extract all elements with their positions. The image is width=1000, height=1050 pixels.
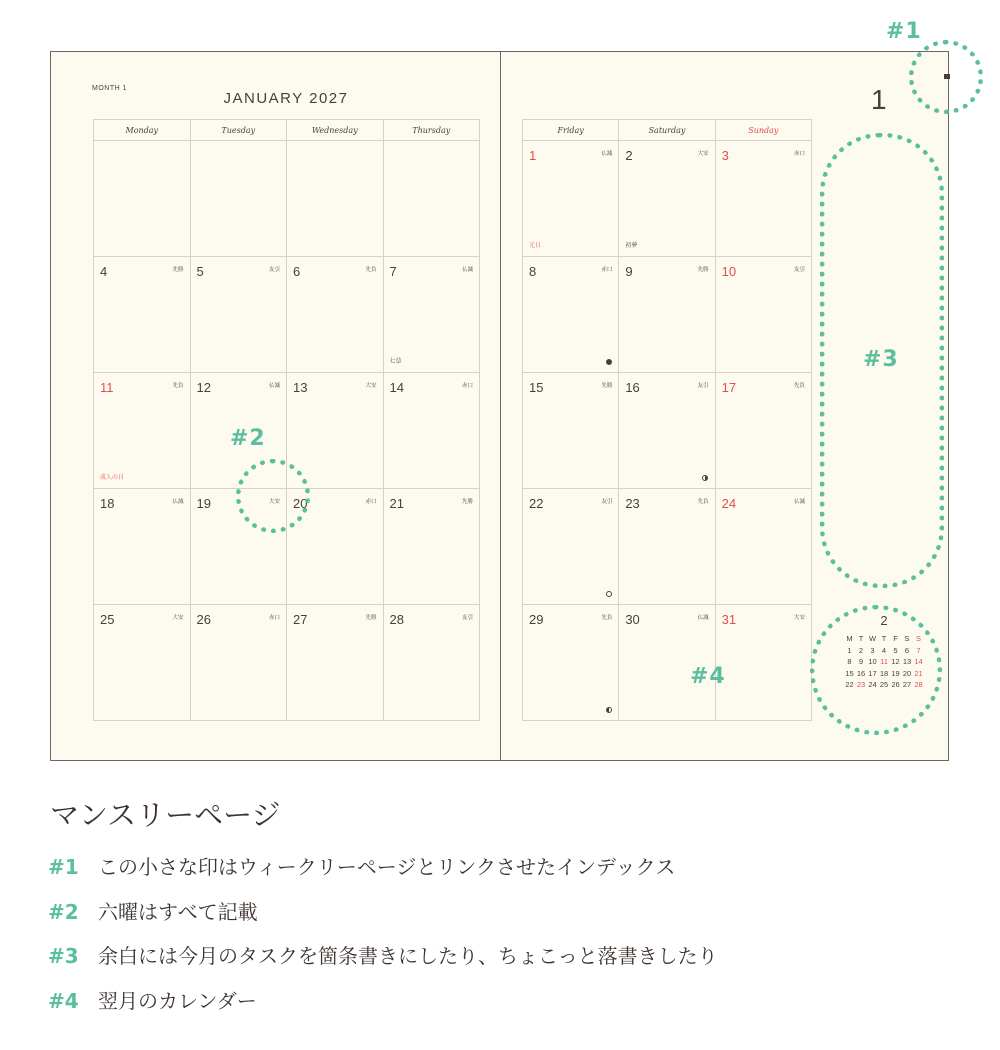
rokuyo-label: 先負 <box>601 615 613 621</box>
mini-day: 13 <box>902 657 912 666</box>
rokuyo-label: 先勝 <box>461 499 473 505</box>
legend-text: この小さな印はウィークリーページとリンクさせたインデックス <box>98 855 676 879</box>
day-cell[interactable] <box>94 141 191 257</box>
rokuyo-label: 大安 <box>793 615 805 621</box>
day-cell[interactable] <box>523 605 619 721</box>
mini-day: 15 <box>845 668 854 678</box>
holiday-label: 元日 <box>529 242 542 249</box>
callout-label-3: #3 <box>863 347 899 372</box>
day-cell[interactable] <box>384 257 481 373</box>
legend-text: 六曜はすべて記載 <box>98 900 258 924</box>
month-title: JANUARY 2027 <box>223 90 349 107</box>
day-number: 5 <box>196 264 204 279</box>
day-number: 2 <box>625 148 633 163</box>
legend-text: 余白には今月のタスクを箇条書きにしたり、ちょこっと落書きしたり <box>98 944 718 968</box>
legend-text: 翌月のカレンダー <box>98 989 257 1013</box>
month-label: MONTH 1 <box>92 85 127 92</box>
mini-day: 25 <box>879 680 889 689</box>
callout-label-1: #1 <box>886 19 922 44</box>
mini-day: 20 <box>902 668 912 678</box>
weekday-header-row <box>94 120 480 141</box>
day-cell[interactable] <box>191 605 288 721</box>
rokuyo-label: 先負 <box>697 499 709 505</box>
week-row <box>94 257 480 373</box>
day-number: 25 <box>100 612 115 627</box>
mini-day: 6 <box>904 645 910 655</box>
day-cell[interactable] <box>191 141 288 257</box>
day-number: 21 <box>389 496 404 511</box>
legend-tag: #3 <box>48 944 79 968</box>
legend-tag: #1 <box>48 855 79 879</box>
rokuyo-label: 先負 <box>172 383 184 389</box>
rokuyo-label: 仏滅 <box>793 499 805 505</box>
day-cell[interactable] <box>716 257 812 373</box>
weekday-header-row <box>523 120 812 141</box>
mini-day: 26 <box>891 680 900 689</box>
mini-day: 12 <box>891 657 900 666</box>
mini-day: 19 <box>891 668 900 678</box>
day-number: 28 <box>389 612 404 627</box>
rokuyo-label: 先勝 <box>697 267 709 273</box>
rokuyo-label: 赤口 <box>268 615 280 621</box>
mini-weekday: S <box>915 634 921 643</box>
day-cell[interactable] <box>384 605 481 721</box>
callout-ring-2 <box>236 459 310 533</box>
day-cell[interactable] <box>523 489 619 605</box>
week-row <box>94 141 480 257</box>
day-cell[interactable] <box>287 605 384 721</box>
mini-weekday: S <box>904 634 910 643</box>
mini-day: 21 <box>914 668 923 678</box>
legend-item-3 <box>48 940 718 969</box>
day-cell[interactable] <box>619 605 715 721</box>
day-number: 4 <box>100 264 108 279</box>
rokuyo-label: 先負 <box>365 267 377 273</box>
week-row <box>523 373 812 489</box>
moon-phase-icon <box>606 359 612 365</box>
day-number: 12 <box>196 380 211 395</box>
day-number: 22 <box>529 496 544 511</box>
rokuyo-label: 仏滅 <box>461 267 473 273</box>
mini-day: 4 <box>881 645 887 655</box>
mini-day: 16 <box>856 668 866 678</box>
calendar-grid-left <box>93 119 480 721</box>
mini-day: 10 <box>868 657 877 666</box>
rokuyo-label: 大安 <box>365 383 377 389</box>
week-row <box>94 605 480 721</box>
day-number: 10 <box>721 264 737 279</box>
rokuyo-label: 先勝 <box>172 267 184 273</box>
rokuyo-label: 先負 <box>793 383 805 389</box>
day-number: 6 <box>293 264 301 279</box>
week-row <box>523 257 812 373</box>
mini-weekday: W <box>868 634 877 643</box>
rokuyo-label: 友引 <box>268 267 280 273</box>
legend-item-2 <box>48 896 258 925</box>
day-cell[interactable] <box>716 489 812 605</box>
day-cell[interactable] <box>716 373 812 489</box>
legend-item-1 <box>48 851 675 880</box>
week-row <box>523 489 812 605</box>
rokuyo-label: 仏滅 <box>172 499 184 505</box>
day-number: 13 <box>293 380 308 395</box>
mini-day: 2 <box>858 645 864 655</box>
mini-day: 1 <box>847 645 852 655</box>
day-cell[interactable] <box>619 141 715 257</box>
weekday-header: Friday <box>523 120 619 141</box>
mini-day: 3 <box>870 645 875 655</box>
mini-day: 9 <box>858 657 864 666</box>
mini-day: 5 <box>893 645 898 655</box>
day-number: 26 <box>196 612 211 627</box>
holiday-label: 成人の日 <box>100 474 125 481</box>
day-cell[interactable] <box>523 373 619 489</box>
day-number: 16 <box>625 380 640 395</box>
day-number: 1 <box>529 148 537 163</box>
day-cell[interactable] <box>619 373 715 489</box>
weekday-header: Sunday <box>716 120 812 141</box>
holiday-label: 初夢 <box>625 242 638 249</box>
rokuyo-label: 仏滅 <box>697 615 709 621</box>
day-number: 27 <box>293 612 308 627</box>
mini-day: 18 <box>879 668 889 678</box>
rokuyo-label: 友引 <box>601 499 613 505</box>
mini-calendar-title: 2 <box>880 613 888 628</box>
day-cell[interactable] <box>384 141 481 257</box>
day-cell[interactable] <box>94 373 191 489</box>
week-row <box>523 605 812 721</box>
day-cell[interactable] <box>716 605 812 721</box>
mini-day: 23 <box>856 680 866 689</box>
day-number: 24 <box>721 496 737 511</box>
callout-label-2: #2 <box>230 426 266 451</box>
mini-day: 22 <box>845 680 854 689</box>
rokuyo-label: 友引 <box>793 267 805 273</box>
day-number: 15 <box>529 380 544 395</box>
callout-ring-1 <box>909 40 983 114</box>
day-cell[interactable] <box>287 141 384 257</box>
callout-ring-4 <box>810 605 942 735</box>
legend-tag: #4 <box>48 989 79 1013</box>
day-number: 23 <box>625 496 640 511</box>
legend-tag: #2 <box>48 900 79 924</box>
day-cell[interactable] <box>94 605 191 721</box>
day-number: 19 <box>196 496 211 511</box>
mini-day: 11 <box>880 657 888 666</box>
month-number: 1 <box>871 84 887 115</box>
mini-weekday: M <box>846 634 853 643</box>
spread-gutter <box>500 52 501 760</box>
moon-phase-icon <box>702 475 708 481</box>
rokuyo-label: 友引 <box>697 383 709 389</box>
rokuyo-label: 大安 <box>697 151 709 157</box>
mini-day: 27 <box>902 680 912 689</box>
rokuyo-label: 先勝 <box>365 615 377 621</box>
day-cell[interactable] <box>94 257 191 373</box>
rokuyo-label: 赤口 <box>461 383 473 389</box>
rokuyo-label: 仏滅 <box>268 383 280 389</box>
mini-day: 8 <box>847 657 852 666</box>
moon-phase-icon <box>606 591 612 597</box>
day-number: 3 <box>721 148 729 163</box>
day-number: 31 <box>721 612 737 627</box>
week-row <box>523 141 812 257</box>
mini-day: 17 <box>868 668 877 678</box>
mini-weekday: T <box>858 634 864 643</box>
rokuyo-label: 仏滅 <box>601 151 613 157</box>
weekday-header: Tuesday <box>191 120 288 141</box>
day-number: 30 <box>625 612 640 627</box>
legend-item-4 <box>48 985 257 1014</box>
day-cell[interactable] <box>287 257 384 373</box>
rokuyo-label: 赤口 <box>601 267 613 273</box>
day-cell[interactable] <box>523 141 619 257</box>
day-number: 14 <box>389 380 404 395</box>
day-number: 9 <box>625 264 633 279</box>
mini-weekday: T <box>881 634 887 643</box>
weekday-header: Monday <box>94 120 191 141</box>
calendar-grid-right <box>522 119 812 721</box>
mini-day: 7 <box>916 645 921 655</box>
day-cell[interactable] <box>716 141 812 257</box>
weekday-header: Wednesday <box>287 120 384 141</box>
weekday-header: Saturday <box>619 120 715 141</box>
mini-day: 24 <box>868 680 877 689</box>
rokuyo-label: 友引 <box>461 615 473 621</box>
mini-day: 14 <box>914 657 923 666</box>
rokuyo-label: 赤口 <box>365 499 377 505</box>
rokuyo-label: 大安 <box>268 499 280 505</box>
moon-phase-icon <box>606 707 612 713</box>
day-number: 29 <box>529 612 544 627</box>
day-cell[interactable] <box>384 373 481 489</box>
day-number: 7 <box>389 264 397 279</box>
mini-day: 28 <box>914 680 923 689</box>
day-number: 18 <box>100 496 115 511</box>
day-cell[interactable] <box>523 257 619 373</box>
day-cell[interactable] <box>619 257 715 373</box>
day-cell[interactable] <box>94 489 191 605</box>
day-cell[interactable] <box>384 489 481 605</box>
day-number: 11 <box>100 380 114 395</box>
day-number: 17 <box>721 380 737 395</box>
day-cell[interactable] <box>619 489 715 605</box>
rokuyo-label: 赤口 <box>793 151 805 157</box>
day-number: 8 <box>529 264 537 279</box>
weekday-header: Thursday <box>384 120 481 141</box>
holiday-label: 七草 <box>389 358 402 365</box>
day-number: 20 <box>293 496 308 511</box>
day-cell[interactable] <box>191 257 288 373</box>
callout-label-4: #4 <box>690 664 726 689</box>
mini-weekday: F <box>893 634 898 643</box>
rokuyo-label: 先勝 <box>601 383 613 389</box>
caption-title: マンスリーページ <box>50 798 281 832</box>
rokuyo-label: 大安 <box>172 615 184 621</box>
